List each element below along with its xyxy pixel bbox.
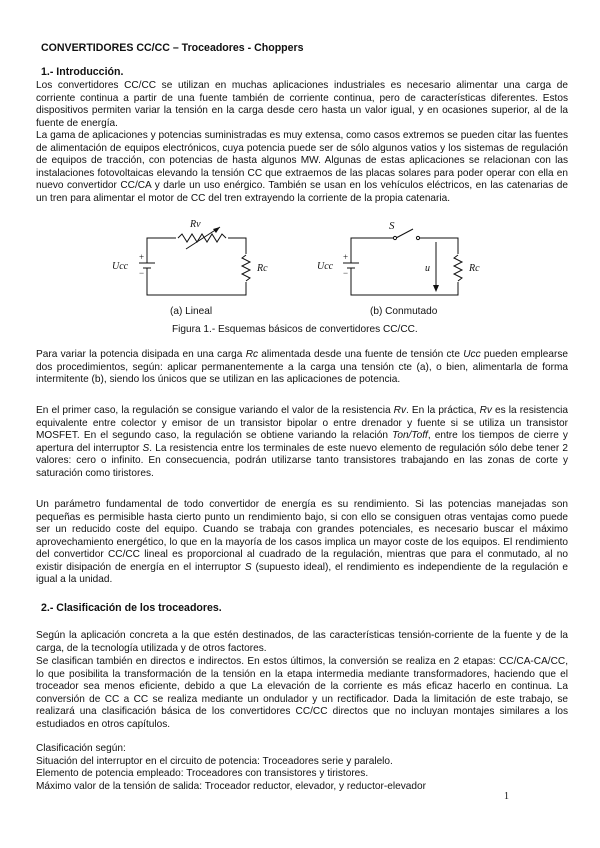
circuit-b-rc-label: Rc xyxy=(469,263,480,274)
paragraph-power-variation: Para variar la potencia disipada en una carga Rc alimentada desde una fuente de tensión cte Ucc pueden emplearse dos procedimientos, según: aplicar permanentemente a la carga una tensión cte (a), o bien, alimentarla de forma intermitente (b), siendo los únicos que se utilizan en las aplicaciones de potencia. xyxy=(36,349,568,385)
circuit-a-rc-label: Rc xyxy=(257,263,268,274)
circuit-b-wire-right xyxy=(351,238,458,295)
figure-label-b: (b) Conmutado xyxy=(370,306,438,317)
circuit-b-ucc-label: Ucc xyxy=(317,261,334,272)
circuit-b-switch-blade xyxy=(396,229,413,238)
circuit-a-plus-sign: + xyxy=(139,252,145,262)
classification-item: Situación del interruptor en el circuito de potencia: Troceadores serie y paralelo. xyxy=(36,755,393,767)
paragraph-applications: La gama de aplicaciones y potencias suministradas es muy extensa, como casos extremos se pueden citar las fuentes de alimentación de equipos electrónicos, cuya potencia puede ser de sólo algunos vatios y los sistemas de regulación de equipos de tracción, con potencias de hasta algunos MW. Algunas de estas aplicaciones se relacionan con las instalaciones fotovoltaicas elevando la tensión CC que extraemos de las placas solares para poder operar con ella en nuevo convertidor CC/CA y darle un uso enérgico. También se usan en los vehículos eléctricos, en las catenarias de un tren para alimentar el motor de CC del tren extrayendo la corriente de la propia catenaria. xyxy=(36,130,568,204)
circuit-b-s-label: S xyxy=(389,220,395,232)
circuit-b-u-label: u xyxy=(425,263,430,274)
section-heading-introduction: 1.- Introducción. xyxy=(41,66,124,78)
figure-label-a: (a) Lineal xyxy=(170,306,213,317)
document-title: CONVERTIDORES CC/CC – Troceadores - Choppers xyxy=(41,42,304,54)
section-heading-classification: 2.- Clasificación de los troceadores. xyxy=(41,602,222,614)
classification-item: Elemento de potencia empleado: Troceadores con transistores y tiristores. xyxy=(36,768,369,779)
paragraph-direct-indirect: Se clasifican también en directos e indirectos. En estos últimos, la conversión se realiza en 2 etapas: CC/CA-CA/CC, lo que posibilita la transformación de la tensión en la etapa intermedia mediante transformadores, haciendo que el troceador sea menos eficiente, debido a que La elevación de la corriente es más eficaz hacerlo en continua. La conversión de CC a CC se realiza mediante un ondulador y un rectificador. Dada la limitación de este trabajo, se realizará una clasificación básica de los convertidores CC/CC directos que no incluyan montajes similares a los estudiados en otros capítulos. xyxy=(36,656,568,730)
symbol-s-2: S xyxy=(244,561,252,573)
circuit-a-minus-sign: − xyxy=(139,268,145,278)
circuit-b-plus-sign: + xyxy=(343,252,349,262)
paragraph-intro: Los convertidores CC/CC se utilizan en muchas aplicaciones industriales es necesario alimentar una carga de corriente continua a partir de una fuente también de corriente continua, pero de características diferentes. Estos dispositivos permiten variar la tensión en la carga desde cero hasta un valor igual, y en ocasiones superior, al de la fuente de energía. xyxy=(36,80,568,129)
paragraph-classification-intro: Según la aplicación concreta a la que estén destinados, de las características tensión-corriente de la fuente y de la carga, de la tecnología utilizada y de otros factores. xyxy=(36,630,568,654)
symbol-rv-2: Rv xyxy=(479,405,492,416)
paragraph-efficiency: Un parámetro fundamental de todo convertidor de energía es su rendimiento. Si las potencias manejadas son pequeñas es permisible hasta cierto punto un rendimiento bajo, si con ello se consiguen otras ventajas como puede ser un reducido coste del equipo. Cuando se trabaja con grandes potenciales, es necesario buscar el máximo aprovechamiento energético, lo que en la mayoría de los casos implica un mayor coste de los equipos. El rendimiento del convertidor CC/CC lineal es proporcional al cuadrado de la regulación, mientras que para el conmutado, al no existir disipación de energía en el interruptor S (supuesto ideal), el rendimiento es independiente de la regulación e igual a la unidad. xyxy=(36,499,568,585)
classification-item: Máximo valor de la tensión de salida: Troceador reductor, elevador, y reductor-elevador xyxy=(36,780,426,792)
figure-caption: Figura 1.- Esquemas básicos de convertidores CC/CC. xyxy=(172,324,418,335)
circuit-a-ucc-label: Ucc xyxy=(112,261,129,272)
page-number: 1 xyxy=(504,791,509,802)
circuit-a-wire xyxy=(147,238,246,295)
symbol-rv: Rv xyxy=(393,405,406,416)
symbol-rc: Rc xyxy=(245,349,259,360)
symbol-ton-toff: Ton/Toff xyxy=(392,430,428,441)
circuit-b-minus-sign: − xyxy=(343,268,349,278)
figure-circuits xyxy=(0,214,600,320)
classification-heading: Clasificación según: xyxy=(36,743,126,754)
classification-list xyxy=(36,743,576,793)
symbol-s: S xyxy=(142,442,150,454)
circuit-a-rv-label: Rv xyxy=(190,219,201,230)
symbol-ucc: Ucc xyxy=(463,349,481,360)
paragraph-regulation: En el primer caso, la regulación se consigue variando el valor de la resistencia Rv. En la práctica, Rv es la resistencia equivalente entre colector y emisor de un transistor bipolar o entre drenador y fuente si se utiliza un transistor MOSFET. En el segundo caso, la regulación se obtiene variando la relación Ton/Toff, entre los tiempos de cierre y apertura del interruptor S. La resistencia entre los terminales de este nuevo elemento de regulación sólo debe tener 2 valores: cero o infinito. En consecuencia, podrán utilizarse tanto transistores trabajando en las zonas de corte y saturación como tiristores. xyxy=(36,405,568,479)
circuit-b-wire-left xyxy=(351,238,394,257)
